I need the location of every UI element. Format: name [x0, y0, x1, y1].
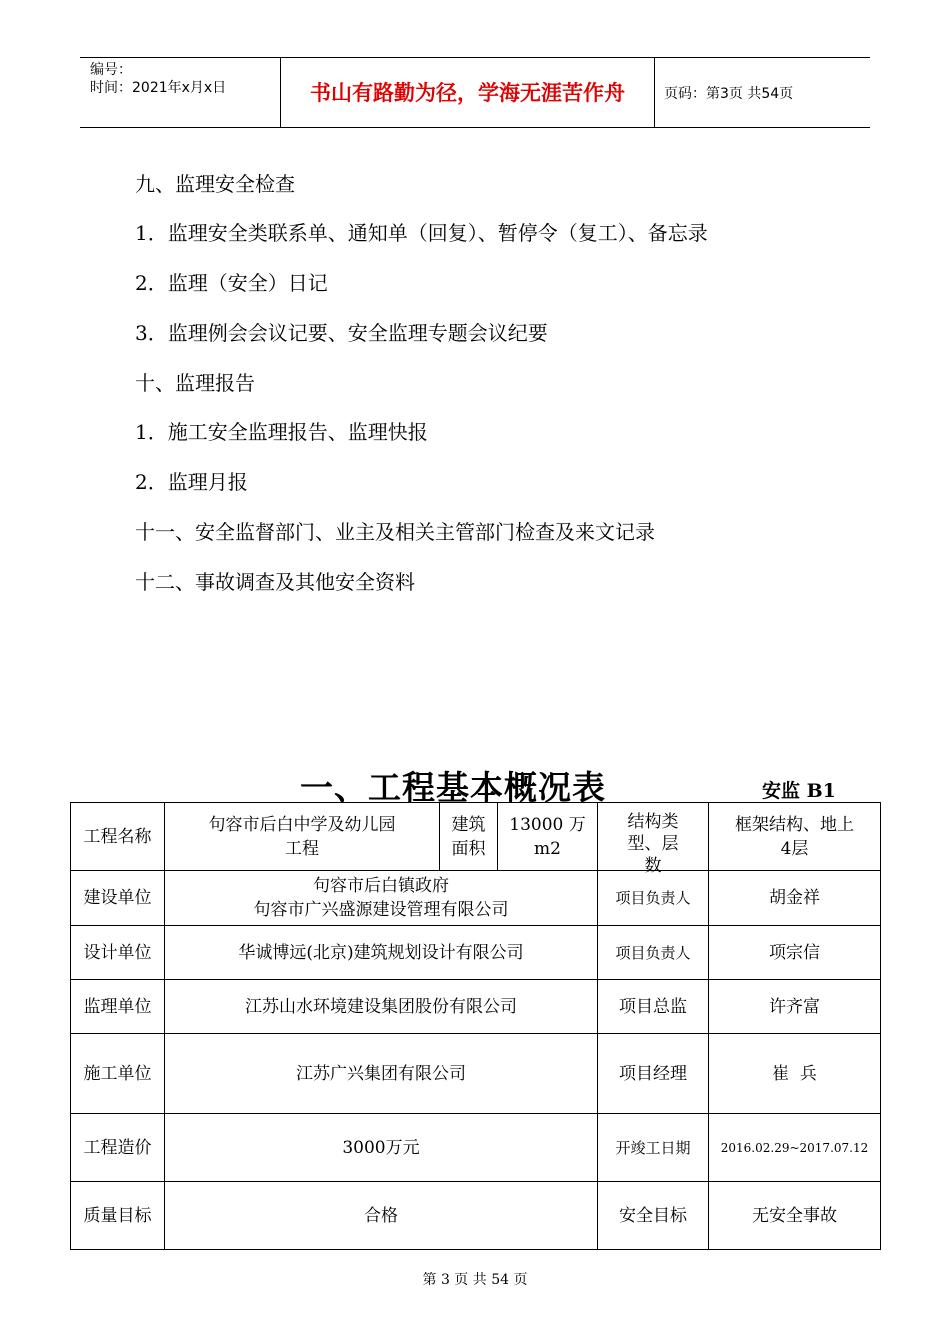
- contractor-label: 施工单位: [71, 1034, 165, 1114]
- page-footer: 第 3 页 共 54 页: [422, 1272, 528, 1288]
- area-label-line: 建筑: [451, 814, 486, 835]
- quality-label: 质量目标: [71, 1182, 165, 1250]
- project-name-line: 句容市后白中学及幼儿园: [208, 814, 396, 835]
- header-motto-cell: [280, 58, 655, 127]
- toc-item: 1．监理安全类联系单、通知单（回复）、暂停令（复工）、备忘录: [135, 221, 708, 245]
- owner-lead-value: 胡金祥: [709, 871, 881, 926]
- area-value-line: 13000 万: [509, 814, 586, 835]
- owner-value-line: 句容市广兴盛源建设管理有限公司: [253, 900, 509, 920]
- area-label: [440, 803, 498, 871]
- toc-item: 3．监理例会会议记要、安全监理专题会议纪要: [135, 321, 548, 345]
- safety-value: 无安全事故: [709, 1182, 881, 1250]
- contractor-value: 江苏广兴集团有限公司: [165, 1034, 598, 1114]
- area-value-line: m2: [534, 838, 561, 859]
- toc-item: 1．施工安全监理报告、监理快报: [135, 420, 428, 444]
- serial-label: 编号：: [90, 62, 132, 78]
- structure-label: [598, 803, 709, 876]
- project-name-line: 工程: [285, 838, 319, 859]
- owner-label: 建设单位: [71, 871, 165, 926]
- project-info-table: [70, 802, 881, 1250]
- toc-item: 十二、事故调查及其他安全资料: [135, 570, 415, 594]
- form-code: 安监 B1: [762, 780, 836, 802]
- area-label-line: 面积: [451, 838, 486, 859]
- project-name-label: 工程名称: [71, 803, 165, 871]
- structure-label-line: 数: [644, 855, 662, 876]
- motto: 书山有路勤为径，学海无涯苦作舟: [310, 81, 625, 105]
- table-row: [71, 980, 881, 1034]
- form-title: 一、工程基本概况表: [300, 768, 606, 807]
- toc-item: 九、监理安全检查: [135, 172, 295, 196]
- design-label: 设计单位: [71, 926, 165, 980]
- owner-value: [165, 871, 598, 926]
- table-row: [71, 1182, 881, 1250]
- table-row: [71, 803, 881, 871]
- owner-lead-label: 项目负责人: [598, 871, 709, 926]
- design-lead-value: 项宗信: [709, 926, 881, 980]
- chief-value: 许齐富: [709, 980, 881, 1034]
- structure-value: [709, 803, 881, 871]
- structure-label-line: 型、层: [627, 833, 679, 854]
- structure-value-line: 框架结构、地上: [735, 814, 854, 835]
- design-lead-label: 项目负责人: [598, 926, 709, 980]
- toc-item: 2．监理月报: [135, 470, 248, 494]
- safety-label: 安全目标: [598, 1182, 709, 1250]
- header-page-cell: [654, 58, 870, 127]
- chief-label: 项目总监: [598, 980, 709, 1034]
- page-header: [80, 57, 870, 128]
- dates-value: 2016.02.29~2017.07.12: [709, 1114, 881, 1182]
- table-row: [71, 871, 881, 926]
- header-meta-cell: [80, 58, 280, 127]
- table-row: [71, 1034, 881, 1114]
- table-row: [71, 926, 881, 980]
- page-label: 页码：第3页 共54页: [664, 86, 794, 102]
- structure-label-line: 结构类: [627, 811, 679, 832]
- design-value: 华诚博远(北京)建筑规划设计有限公司: [165, 926, 598, 980]
- dates-label: 开竣工日期: [598, 1114, 709, 1182]
- supervisor-label: 监理单位: [71, 980, 165, 1034]
- table-row: [71, 1114, 881, 1182]
- manager-value: 崔 兵: [709, 1034, 881, 1114]
- quality-value: 合格: [165, 1182, 598, 1250]
- structure-value-line: 4层: [780, 838, 809, 859]
- owner-value-line: 句容市后白镇政府: [313, 876, 449, 896]
- manager-label: 项目经理: [598, 1034, 709, 1114]
- project-name-value: [165, 803, 440, 871]
- toc-item: 十一、安全监督部门、业主及相关主管部门检查及来文记录: [135, 520, 655, 544]
- toc-item: 2．监理（安全）日记: [135, 271, 328, 295]
- toc-item: 十、监理报告: [135, 371, 255, 395]
- cost-label: 工程造价: [71, 1114, 165, 1182]
- area-value: [498, 803, 598, 871]
- date-label: 时间：2021年x月x日: [90, 80, 227, 96]
- supervisor-value: 江苏山水环境建设集团股份有限公司: [165, 980, 598, 1034]
- cost-value: 3000万元: [165, 1114, 598, 1182]
